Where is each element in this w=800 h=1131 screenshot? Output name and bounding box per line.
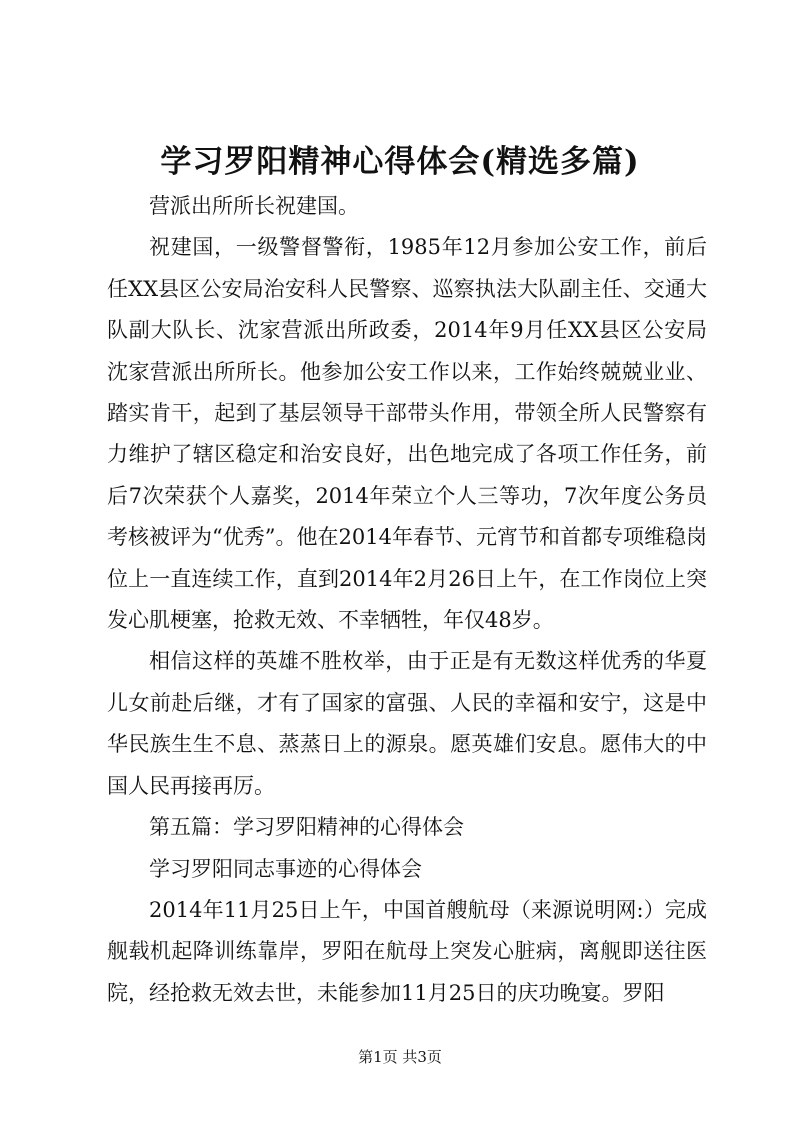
section-subheading: 学习罗阳同志事迹的心得体会 [149,856,422,881]
paragraph: 2014年11月25日上午，中国首艘航母（来源说明网:）完成舰载机起降训练靠岸，罗阳在航母上突发心脏病，离舰即送往医院，经抢救无效去世，未能参加11月25日的庆功晚宴。罗阳 [107,897,707,1005]
page-number-footer: 第1页 共3页 [358,1048,442,1066]
paragraph: 营派出所所长祝建国。 [149,194,359,218]
section-heading: 第五篇：学习罗阳精神的心得体会 [149,815,464,840]
document-title: 学习罗阳精神心得体会(精选多篇) [160,144,640,180]
paragraph: 祝建国，一级警督警衔，1985年12月参加公安工作，前后任XX县区公安局治安科人民警察、巡察执法大队副主任、交通大队副大队长、沈家营派出所政委，2014年9月任XX县区公安局沈家营派出所所长。他参加公安工作以来，工作始终兢兢业业、踏实肯干，起到了基层领导干部带头作用，带领全所人民警察有力维护了辖区稳定和治安良好，出色地完成了各项工作任务，前后7次荣获个人嘉奖，2014年荣立个人三等功，7次年度公务员考核被评为“优秀”。他在2014年春节、元宵节和首都专项维稳岗位上一直连续工作，直到2014年2月26日上午，在工作岗位上突发心肌梗塞，抢救无效、不幸牺牲，年仅48岁。 [107,235,707,633]
paragraph: 相信这样的英雄不胜枚举，由于正是有无数这样优秀的华夏儿女前赴后继，才有了国家的富强、人民的幸福和安宁，这是中华民族生生不息、蒸蒸日上的源泉。愿英雄们安息。愿伟大的中国人民再接再厉。 [107,649,707,798]
document-body [107,186,707,1014]
